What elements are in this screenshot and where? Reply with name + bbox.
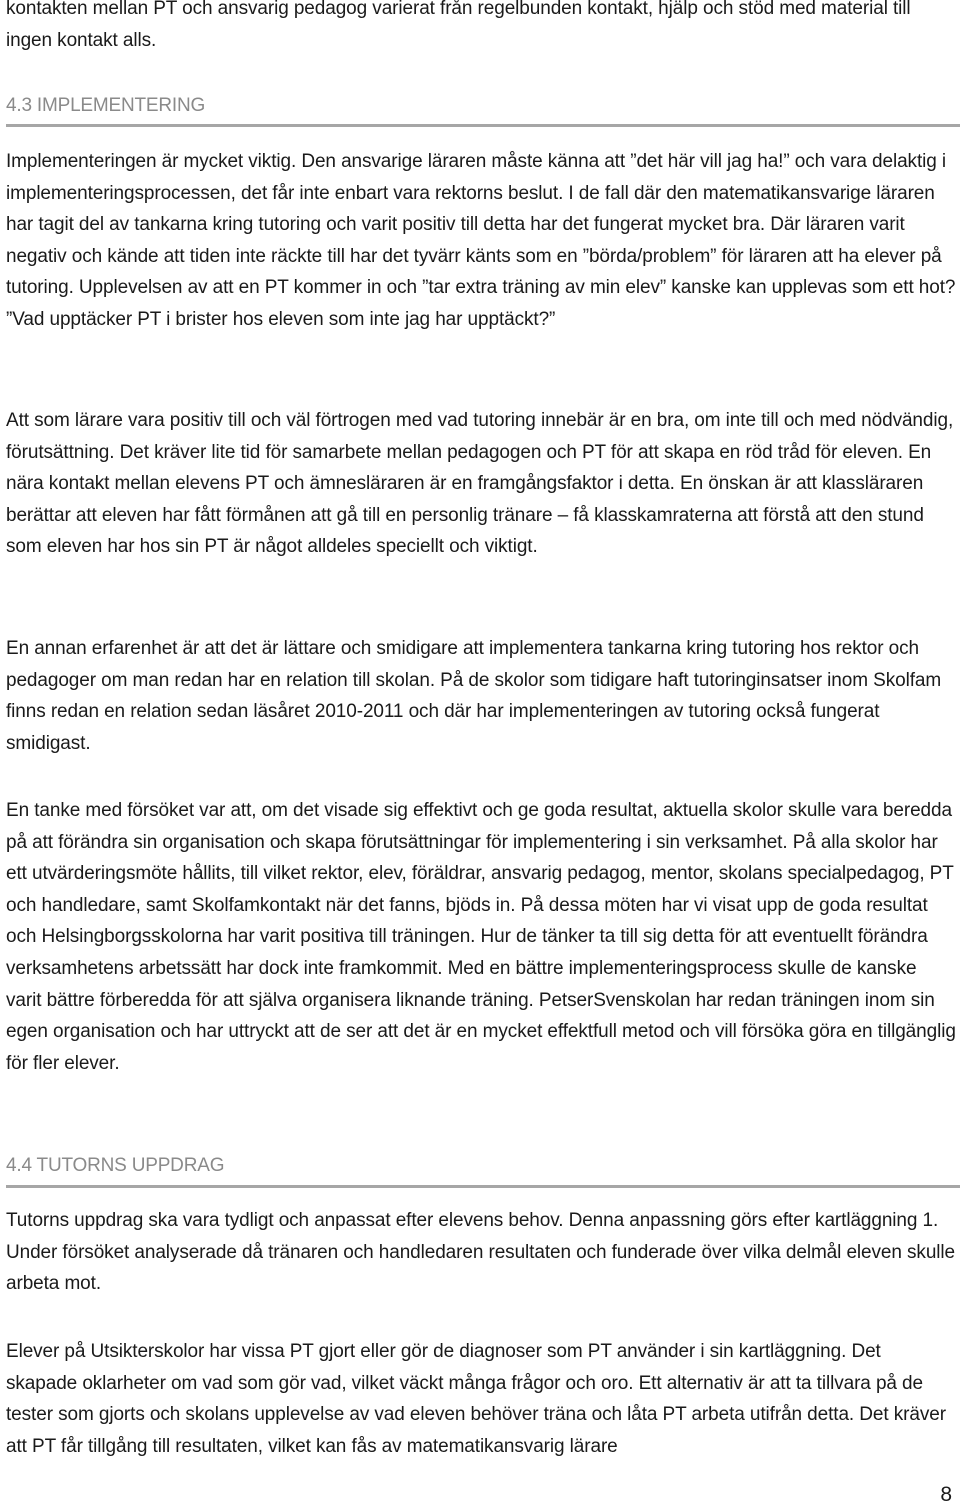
section-body-tutorns-uppdrag	[6, 1205, 956, 1300]
paragraph: En tanke med försöket var att, om det visade sig effektivt och ge goda resultat, aktuella skolor skulle vara beredda på att förändra sin organisation och skapa förutsättningar för implementering i sin verksamhet. På alla skolor har ett utvärderingsmöte hållits, till vilket rektor, elev, föräldrar, ansvarig pedagog, mentor, skolans specialpedagog, PT och handledare, samt Skolfamkontakt när det fanns, bjöds in. På dessa möten har vi visat upp de goda resultat och Helsingborgsskolorna har varit positiva till träningen. Hur de tänker ta till sig detta för att eventuellt förändra verksamhetens arbetssätt har dock inte framkommit. Med en bättre implementeringsprocess skulle de kanske varit bättre förberedda för att själva organisera liknande träning. PetserSvenskolan har redan träningen inom sin egen organisation och har uttryckt att de ser att det är en mycket effektfull metod och vill försöka göra en tillgänglig för fler elever.	[6, 800, 956, 1074]
section-heading-tutorns-uppdrag: 4.4 TUTORNS UPPDRAG	[6, 1155, 225, 1176]
paragraph: Implementeringen är mycket viktig. Den ansvarige läraren måste känna att ”det här vill jag ha!” och vara delaktig i implementeringsprocessen, det får inte enbart vara rektorns beslut. I de fall där den matematikansvarige läraren har tagit del av tankarna kring tutoring och varit positiv till detta har det fungerat mycket bra. Där läraren varit negativ och kände att tiden inte räckte till har det tyvärr känts som en ”börda/problem” för läraren att ha elever på tutoring. Upplevelsen av att en PT kommer in och ”tar extra träning av min elev” kanske kan upplevas som ett hot? ”Vad upptäcker PT i brister hos eleven som inte jag har upptäckt?”	[6, 151, 956, 330]
section-heading-implementering: 4.3 IMPLEMENTERING	[6, 95, 206, 116]
paragraph: Tutorns uppdrag ska vara tydligt och anpassat efter elevens behov. Denna anpassning görs efter kartläggning 1. Under försöket analyserade då tränaren och handledaren resultaten och funderade över vilka delmål eleven skulle arbeta mot.	[6, 1210, 955, 1295]
intro-paragraph: kontakten mellan PT och ansvarig pedagog varierat från regelbunden kontakt, hjälp och stöd med material till ingen kontakt alls.	[6, 0, 911, 51]
section-body-implementering	[6, 146, 956, 336]
paragraph: Elever på Utsikterskolor har vissa PT gjort eller gör de diagnoser som PT använder i sin kartläggning. Det skapade oklarheter om vad som gör vad, vilket väckt många frågor och oro. Ett alternativ är att ta tillvara på de tester som gjorts och skolans upplevelse av vad eleven behöver träna och låta PT arbeta utifrån detta. Det kräver att PT får tillgång till resultaten, vilket kan fås av matematikansvarig lärare	[6, 1341, 946, 1457]
section-body-implementering-4	[6, 795, 956, 1079]
section-body-implementering-3	[6, 633, 956, 759]
paragraph: En annan erfarenhet är att det är lättare och smidigare att implementera tankarna kring tutoring hos rektor och pedagoger om man redan har en relation till skolan. På de skolor som tidigare haft tutoringinsatser inom Skolfam finns redan en relation sedan läsåret 2010-2011 och där har implementeringen av tutoring också fungerat smidigast.	[6, 638, 942, 754]
paragraph: Att som lärare vara positiv till och väl förtrogen med vad tutoring innebär är en bra, om inte till och med nödvändig, förutsättning. Det kräver lite tid för samarbete mellan pedagogen och PT för att skapa en röd tråd för eleven. En nära kontakt mellan elevens PT och ämnesläraren är en framgångsfaktor i detta. En önskan är att klassläraren berättar att eleven har fått förmånen att gå till en personlig tränare – få klasskamraterna att förstå att den stund som eleven har hos sin PT är något alldeles speciellt och viktigt.	[6, 410, 954, 558]
section-body-implementering-2	[6, 405, 956, 563]
page-number: 8	[940, 1483, 952, 1506]
section-divider	[6, 1185, 960, 1188]
section-body-tutorns-uppdrag-2	[6, 1336, 956, 1462]
section-divider	[6, 124, 960, 127]
